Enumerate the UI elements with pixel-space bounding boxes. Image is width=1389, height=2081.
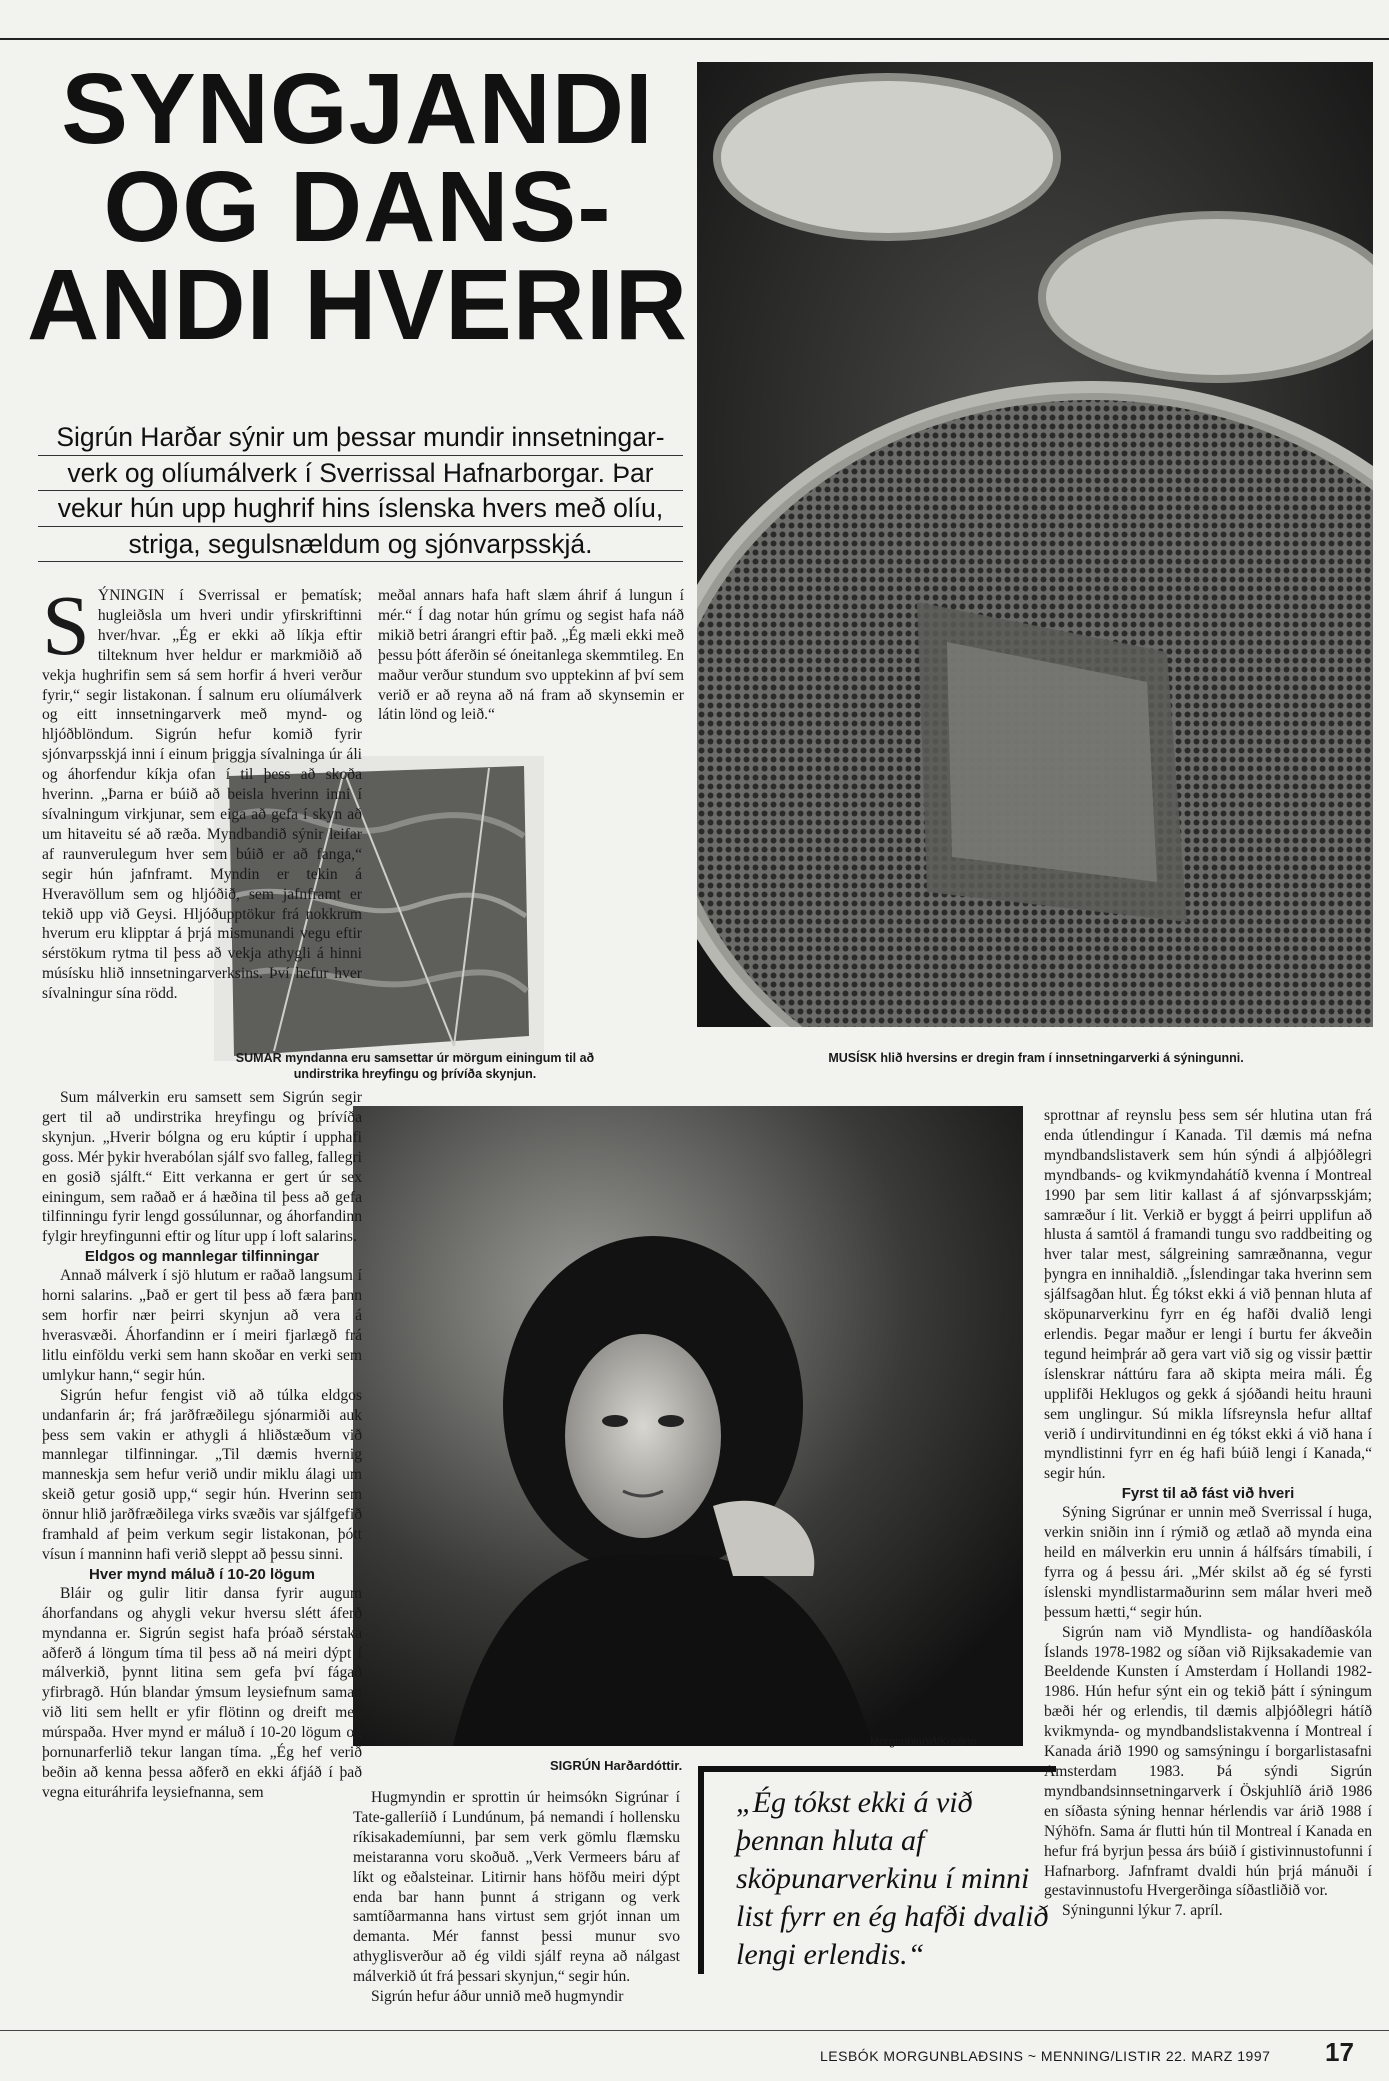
portrait-photo-graphic — [353, 1106, 1023, 1746]
installation-photo — [697, 62, 1373, 1027]
column-3 — [1044, 1106, 1372, 2031]
deck-line-1: Sigrún Harðar sýnir um þessar mundir innsetningar- — [38, 420, 683, 456]
subheading-fyrst: Fyrst til að fást við hveri — [1121, 1485, 1295, 1503]
deck-line-2: verk og olíumálverk í Sverrissal Hafnarborgar. Þar — [38, 456, 683, 492]
pull-quote-text: „Ég tókst ekki á við þennan hluta af sköpunarverkinu í minni list fyrr en ég hafði dvalið lengi erlendis.“ — [736, 1786, 1049, 1971]
painting-caption: SUMAR myndanna eru samsettar úr mörgum einingum til að undirstrika hreyfingu og þrívíða skynjun. — [235, 1051, 595, 1081]
headline-line-3: ANDI HVERIR — [26, 249, 689, 361]
col3-paragraph-2: Sýning Sigrúnar er unnin með Sverrissal í huga, verkin sniðin inn í rýmið og ætlað að mynda eina heild en málverkin eru unnin á hálfsárs tímabili, í fyrra og á þessu ári. „Mér skilst að ég sé fyrsti íslenski myndlistarmaðurinn sem málar hveri með þessum hætti,“ segir hún. — [1044, 1504, 1372, 1621]
deck-line-3: vekur hún upp hughrif hins íslenska hvers með olíu, — [38, 491, 683, 527]
column-1-bottom — [42, 1088, 362, 2018]
headline-line-1: SYNGJANDI — [61, 53, 654, 165]
portrait-photo — [353, 1106, 1023, 1746]
headline — [25, 53, 690, 361]
lead-paragraph — [42, 577, 362, 1004]
dropcap: S — [42, 577, 90, 673]
col3-paragraph-4: Sýningunni lýkur 7. apríl. — [1062, 1902, 1223, 1920]
subheading-eldgos: Eldgos og mannlegar tilfinningar — [84, 1248, 320, 1266]
top-rule — [0, 38, 1389, 40]
paragraph-3: Annað málverk í sjö hlutum er raðað langsum í horni salarins. „Það er gert til þess að færa þann sem horfir nær þeirri skynjun að vera á hverasvæði. Áhorfandinn er í meiri fjarlægð frá litlu einföldu verki sem hann skoðar en verki sem umlykur hann,“ segir hún. — [42, 1267, 362, 1384]
col2-paragraph-1: meðal annars hafa haft slæm áhrif á lungun í mér.“ Í dag notar hún grímu og segist hafa náð mikið betri árangri eftir það. „Ég mæli ekki með þessu þótt áferðin sé óneitanlega skemmtileg. En maður verður stundum svo upptekinn af því sem verið er að reyna að ná fram að skynsemin er látin lönd og leið.“ — [378, 587, 684, 724]
col3-paragraph-1: sprottnar af reynslu þess sem sér hlutina utan frá enda útlendingur í Kanada. Til dæmis má nefna myndbandslistaverk sem hún sýndi á alþjóðlegri myndbands- og kvikmyndahátíð kvenna í Montreal 1990 þar sem litir kallast á af sjónvarpsskjám; samræður í lit. Verkið er byggt á þeirri upplifun að hlusta á samtöl á framandi tungu svo raddbeiting og hver talar mest, sálgreining samræðnanna, vegur þyngra en innihaldið. „Íslendingar taka hverinn sem sjálfsagðan hlut. Ég tókst ekki á við þennan hluta af sköpunarverkinu fyrr en ég hafði dvalið lengi erlendis. Þegar maður er lengi í burtu fer ákveðin tegund heimþrár að gera vart við sig og vissir þættir íslenskrar náttúru fara að skipta meira máli. Ég upplifði Heklugos og gekk á sjóðandi heitu hrauni sem unglingur. Sú mikla lífsreynsla hefur alltaf verið í undirvitundinni en ég tókst ekki á við hana í myndlistinni fyrr en ég hafi búið lengi í Kanada,“ segir hún. — [1044, 1107, 1372, 1483]
page-number: 17 — [1325, 2037, 1354, 2067]
deck — [38, 420, 683, 562]
col3-paragraph-3: Sigrún nam við Myndlista- og handíðaskóla Íslands 1978-1982 og síðan við Rijksakademie van Beeldende Kunsten í Amsterdam í Hollandi 1982-1986. Hún hefur sýnt ein og tekið þátt í sýningum bæði hér og erlendis, til dæmis alþjóðlegri hátíð kvikmynda- og myndbandslistakvenna í Montreal í Kanada árið 1990 og samsýningu í borgarlistasafni Amsterdam 1983. Þá sýndi Sigrún myndbandsinnsetningarverk í Öskjuhlíð árið 1986 en síðasta sýning hennar hérlendis var árið 1988 í Nýhöfn. Sama ár flutti hún til Montreal í Kanada en hefur frá byrjun þessa árs búið í gistivinnustofunni í Hafnarborg. Jafnframt dvaldi hún þrjá mánuði í gestavinnustofu Hvergerðinga síðastliðið vor. — [1044, 1623, 1372, 1900]
pull-quote — [698, 1766, 1056, 1974]
headline-line-2: OG DANS- — [103, 151, 612, 263]
lead-text: ÝNINGIN í Sverrissal er þematísk; hugleiðsla um hveri undir yfirskriftinni hver/hvar. „Ég er ekki að líkja eftir tilteknum hver heldur er markmiðið að vekja hughrifin sem sá sem horfir á hveri verður fyrir,“ segir listakonan. Í salnum eru olíumálverk og eitt innsetningarverk með mynd- og hljóðblöndum. Sigrún hefur komið fyrir sjónvarpsskjá inni í einum þriggja sívalninga úr áli og áhorfendur kíkja ofan í til þess að skoða hverinn. „Þarna er búið að beisla hverinn inni í sívalningum virkjunar, sem eiga að gefa í skyn að um hitaveitu sé að ræða. Myndbandið sýnir leifar af raunverulegum hver sem búið er að fanga,“ segir hún jafnframt. Myndin er tekin á Hveravöllum sem og hljóðið, sem jafnframt er tekið upp við Geysi. Hljóðupptökur frá nokkrum hverum eru klipptar á þrjá mismunandi vegu eftir sérstökum rytma til þess að vekja athygli á hinni músísku hlið innsetningarverksins. Því hefur hver sívalningur sína rödd. — [42, 587, 362, 1003]
col2-paragraph-3: Sigrún hefur áður unnið með hugmyndir — [371, 1988, 624, 2006]
paragraph-4: Sigrún hefur fengist við að túlka eldgos undanfarin ár; frá jarðfræðilegu sjónarmiði auk þess sem vakin er athygli á hliðstæðum við mannlegar tilfinningar. „Til dæmis hvernig manneskja sem hefur verið undir miklu álagi um skeið getur gosið upp,“ segir hún. Hverinn sem önnur hlið jarðfræðilega virks svæðis var sjálfgefið framhald af þeim verkum segir listakonan, þótt vísun í manninn hafi verið sleppt að þessu sinni. — [42, 1386, 362, 1563]
column-2-bottom — [353, 1788, 680, 2007]
subheading-lag: Hver mynd máluð í 10-20 lögum — [89, 1565, 315, 1583]
installation-caption: MUSÍSK hlið hversins er dregin fram í innsetningarverki á sýningunni. — [828, 1051, 1244, 1065]
paragraph-5: Bláir og gulir litir dansa fyrir augum áhorfandans og ahygli vekur hversu slétt áferð myndanna er. Sigrún segist hafa þróað sérstaka aðferð á löngum tíma til þess að ná meiri dýpt í málverkið, þynnt litina sem gefa því fágað yfirbragð. Hún blandar ýmsum leysiefnum saman við liti sem hellt er yfir flötinn og dreift með múrspaða. Hver mynd er máluð í 10-20 lögum og þornunarferlið tekur langan tíma. „Ég hef verið beðin að kenna þessa aðferð en ekki áfjáð í það vegna eituráhrifa leysiefnanna, sem — [42, 1584, 362, 1801]
column-1-top — [42, 577, 362, 1004]
column-2-top — [378, 586, 684, 725]
footer-rule — [0, 2030, 1389, 2031]
installation-photo-graphic — [697, 62, 1373, 1027]
footer-text: LESBÓK MORGUNBLAÐSINS ~ MENNING/LISTIR 22. MARZ 1997 — [820, 2048, 1271, 2064]
col2-paragraph-2: Hugmyndin er sprottin úr heimsókn Sigrúnar í Tate-galleríið í Lundúnum, þá nemandi í hollensku ríkisakademíunni, þar sem verk gömlu flæmsku meistaranna voru skoðuð. „Verk Vermeers báru af líkt og eðalsteinar. Litirnir hans höfðu meiri dýpt enda bar hann þunnt á strigann og verk samtíðarmanna hans virtust sem grjót innan um demanta. Mér fannst þessi munur svo athyglisverður að ég vildi sjálf reyna að nálgast málverkið út frá þessari skynjun,“ segir hún. — [353, 1789, 680, 1986]
paragraph-2: Sum málverkin eru samsett sem Sigrún segir gert til að undirstrika hreyfingu og þrívíða skynjun. „Hverir bólgna og eru kúptir í upphafi goss. Mér þykir hverabólan sjálf svo falleg, fallegri en gosið sjálft.“ Eitt verkanna er gert úr sex einingum, sem raðað er á hæðina til þess að gefa tilfinningu fyrir lengd gossúlunnar, og áhorfandinn fylgir hreyfingunni eftir og lítur upp í loft salarins. — [42, 1089, 362, 1246]
photo-credit: Morgunblaðið/Kristinn — [870, 1736, 977, 1748]
deck-line-4: striga, segulsnældum og sjónvarpsskjá. — [38, 527, 683, 563]
portrait-caption: SIGRÚN Harðardóttir. — [550, 1758, 683, 1773]
